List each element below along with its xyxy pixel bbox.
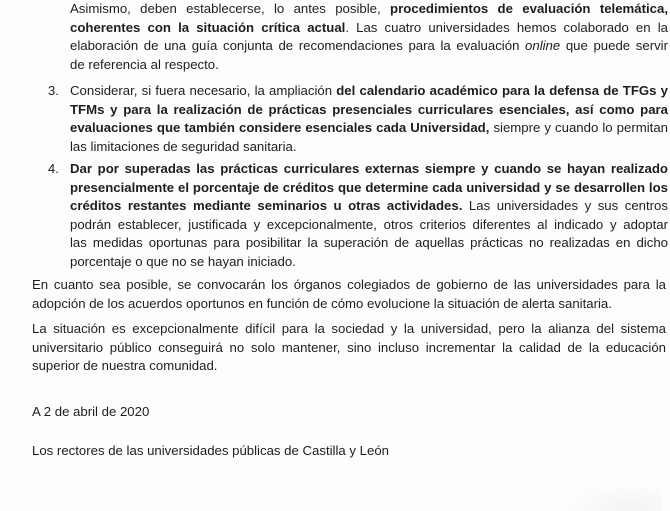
paragraph-1-line-2: adopción de los acuerdos oportunos en función de cómo evolucione la situación de alerta sanitaria. <box>32 295 612 311</box>
item-4-line-2: presencialmente el porcentaje de créditos que determine cada universidad y se desarrollen los <box>70 179 668 195</box>
paragraph-2-line-1: La situación es excepcionalmente difícil para la sociedad y la universidad, pero la alianza del sistema <box>32 321 666 336</box>
item-4-line-1: Dar por superadas las prácticas curriculares externas siempre y cuando se hayan realizado <box>70 161 668 176</box>
signatories: Los rectores de las universidades públicas de Castilla y León <box>32 443 389 458</box>
item-4-line-3: créditos restantes mediante seminarios u otras actividades. Las universidades y sus centros <box>70 198 668 213</box>
item-3-number: 3. <box>48 83 59 98</box>
item-4-line-5: las medidas oportunas para posibilitar la superación de aquellas prácticas no realizadas en dicho <box>70 235 668 250</box>
item-2-line-1: Asimismo, deben establecerse, lo antes posible, procedimientos de evaluación telemática, <box>70 1 668 16</box>
item-3-line-4: las limitaciones de seguridad sanitaria. <box>70 138 297 154</box>
paragraph-situation <box>32 320 666 376</box>
item-3-line-3: evaluaciones que también considere esenciales cada Universidad, siempre y cuando lo permitan <box>70 120 668 135</box>
item-4-line-4: podrán establecer, justificada y excepcionalmente, otros criterios diferentes al indicado y adoptar <box>70 216 668 232</box>
paragraph-1-line-1: En cuanto sea posible, se convocarán los órganos colegiados de gobierno de las universidades para la <box>32 277 666 292</box>
item-4-text <box>70 160 668 271</box>
item-3-text <box>70 82 668 156</box>
paragraph-convocation <box>32 276 666 313</box>
item-2-line-3: elaboración de una guía conjunta de recomendaciones para la evaluación online que puede servir <box>70 38 668 53</box>
item-3-line-1: Considerar, si fuera necesario, la ampliación del calendario académico para la defensa de TFGs y <box>70 83 668 98</box>
paragraph-2-line-3: superior de nuestra comunidad. <box>32 358 218 373</box>
paragraph-2-line-2: universitario público conseguirá no solo mantener, sino incluso incrementar la calidad de la educación <box>32 339 666 355</box>
item-2-text <box>70 0 668 74</box>
item-2-line-4: de referencia al respecto. <box>70 56 219 72</box>
item-4-number: 4. <box>48 161 59 176</box>
item-4-line-6: porcentaje o que no se hayan iniciado. <box>70 253 296 269</box>
document-date: A 2 de abril de 2020 <box>32 404 150 419</box>
page-shadow <box>562 483 662 511</box>
item-3-line-2: TFMs y para la realización de prácticas presenciales curriculares esenciales, así como para <box>70 101 668 117</box>
item-2-line-2: coherentes con la situación crítica actual. Las cuatro universidades hemos colaborado en la <box>70 19 669 35</box>
